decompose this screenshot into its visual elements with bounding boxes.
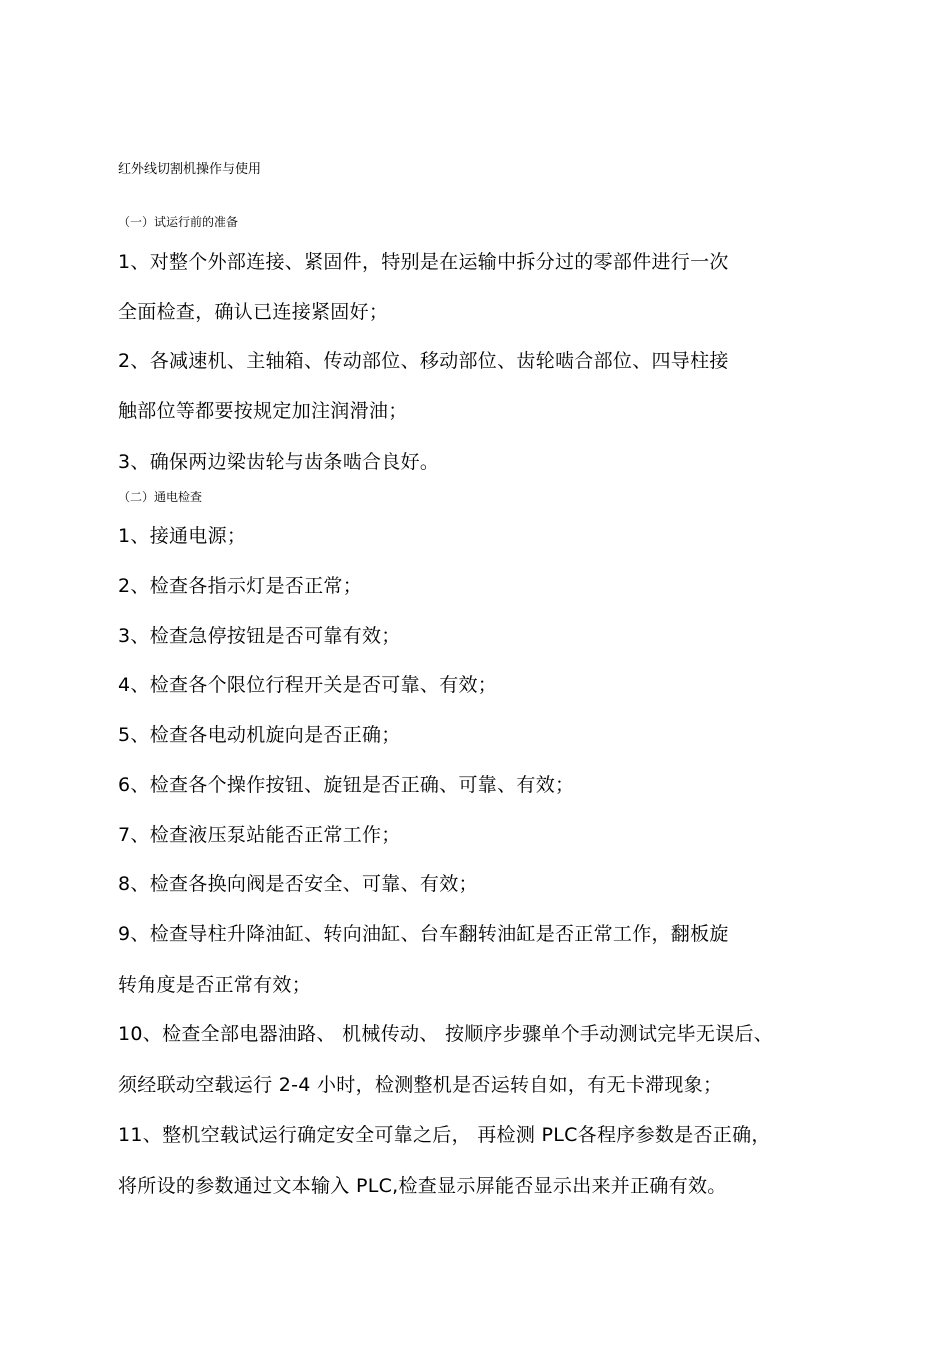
paragraph-line: 触部位等都要按规定加注润滑油； <box>118 400 408 422</box>
paragraph-line: 11、整机空载试运行确定安全可靠之后， 再检测 PLC各程序参数是否正确， <box>118 1124 771 1146</box>
document-title: 红外线切割机操作与使用 <box>118 162 262 177</box>
paragraph-line: 5、检查各电动机旋向是否正确； <box>118 724 401 746</box>
paragraph-line: 2、各减速机、主轴箱、传动部位、移动部位、齿轮啮合部位、四导柱接 <box>118 350 729 372</box>
paragraph-line: 将所设的参数通过文本输入 PLC,检查显示屏能否显示出来并正确有效。 <box>118 1175 727 1197</box>
paragraph-line: 6、检查各个操作按钮、旋钮是否正确、可靠、有效； <box>118 774 575 796</box>
paragraph-line: 须经联动空载运行 2-4 小时，检测整机是否运转自如，有无卡滞现象； <box>118 1074 723 1096</box>
paragraph-line: 1、接通电源； <box>118 525 247 547</box>
paragraph-line: 7、检查液压泵站能否正常工作； <box>118 824 401 846</box>
paragraph-line: 1、对整个外部连接、紧固件，特别是在运输中拆分过的零部件进行一次 <box>118 251 729 273</box>
section-heading-preparation: （一）试运行前的准备 <box>118 215 239 229</box>
paragraph-line: 10、检查全部电器油路、 机械传动、 按顺序步骤单个手动测试完毕无误后、 <box>118 1023 774 1045</box>
paragraph-line: 2、检查各指示灯是否正常； <box>118 575 362 597</box>
paragraph-line: 4、检查各个限位行程开关是否可靠、有效； <box>118 674 498 696</box>
paragraph-line: 全面检查，确认已连接紧固好； <box>118 301 389 323</box>
paragraph-line: 3、检查急停按钮是否可靠有效； <box>118 625 401 647</box>
paragraph-line: 转角度是否正常有效； <box>118 974 312 996</box>
paragraph-line: 8、检查各换向阀是否安全、可靠、有效； <box>118 873 478 895</box>
paragraph-line: 9、检查导柱升降油缸、转向油缸、台车翻转油缸是否正常工作，翻板旋 <box>118 923 729 945</box>
paragraph-line: 3、确保两边梁齿轮与齿条啮合良好。 <box>118 451 440 473</box>
section-heading-power-check: （二）通电检查 <box>118 490 203 504</box>
